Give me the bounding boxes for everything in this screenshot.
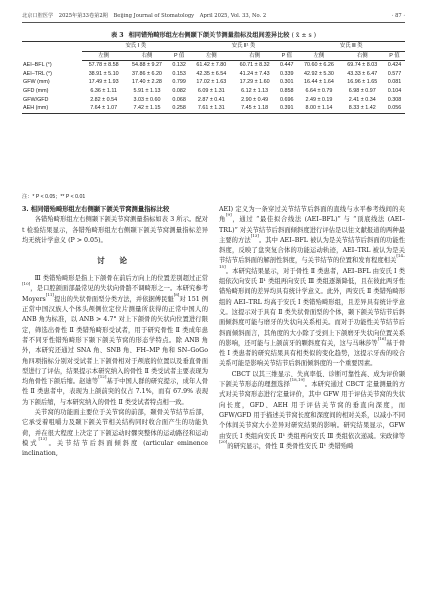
- discussion-heading: 讨 论: [97, 256, 133, 266]
- table-cell: 7.42 ± 1.15: [125, 104, 168, 113]
- table-cell: 42.92 ± 5.30: [303, 70, 334, 77]
- subheader-cell: P 值: [276, 51, 297, 61]
- left-column: [22, 205, 208, 460]
- table-cell: 6.36 ± 1.11: [90, 87, 117, 94]
- table-cell: 0.339: [280, 70, 294, 77]
- table-cell: 61.42 ± 7.80: [196, 62, 227, 69]
- table-row: [22, 87, 405, 96]
- citation: [14–15]: [219, 253, 405, 269]
- paragraph: 关节窝的功能面主要位于关节窝的前部，颞骨关节结节后部，它承受着咀嚼力及颞下颌关节相关结构同时收合面产生的功能负荷，并在很大程度上决定了下颌运动时髁突整体的运动路径和运动模式[13]。关节结节后斜面倾斜度 (articular eminence inclination,: [22, 409, 208, 458]
- journal-name-cn: 北京口腔医学: [22, 13, 54, 19]
- table-cell: 8.00 ± 1.14: [297, 104, 340, 113]
- issue-en: April 2025, Vol. 33, No. 2: [199, 13, 267, 19]
- subheader-cell: 左侧: [190, 51, 233, 61]
- table-cell: 0.577: [387, 70, 402, 77]
- row-label: AEH (mm): [22, 104, 82, 113]
- table-cell: 6.64 ± 0.79: [305, 87, 333, 94]
- subheader-cell: P 值: [384, 51, 405, 61]
- table-cell: 2.87 ± 0.41: [197, 96, 225, 103]
- citation: [12]: [98, 374, 107, 380]
- row-label: GFW/GFD: [23, 96, 49, 103]
- subheader-cell: 左侧: [82, 51, 125, 61]
- table-row: [22, 61, 405, 70]
- table-cell: 3.03 ± 0.60: [133, 96, 161, 103]
- table-cell: 0.391: [276, 104, 297, 113]
- table-note: 注：* P < 0.05；** P < 0.01: [22, 194, 86, 200]
- table-cell: 41.24 ± 7.43: [239, 70, 270, 77]
- table-cell: 0.153: [172, 70, 186, 77]
- row-label: GFW (mm): [23, 79, 50, 86]
- group-header-class3: 安氏 Ⅲ 类: [297, 42, 405, 52]
- citation: [10]: [22, 281, 31, 287]
- table-cell: 2.90 ± 0.49: [241, 96, 269, 103]
- table-cell: 38.91 ± 5.10: [88, 70, 119, 77]
- table-number: 表 3: [110, 32, 124, 39]
- table-unit: ( x̄ ± s ): [291, 32, 317, 39]
- table-cell: 69.74 ± 8.03: [347, 62, 378, 69]
- subheader-cell: 右侧: [341, 51, 384, 61]
- row-label: AEI–BFL (°): [23, 61, 52, 68]
- paragraph: CBCT 以其三维显示、失真率低、诊断可靠性高、成为评价颞下颌关节形态的理想选择[18,19]。本研究通过 CBCT 定量测量的方式对关节窝形态进行定量评价，其中 GFW 用于评估关节窝的失状向长度，GFD、AEH 用于评估关节窝的垂直向深度，而 GFW/GFD 用于描述关节窝长度和深度间的相对关系，以减小不同个体间关节窝大小差异对研究结果的影响。研究结果显示，GFW 由安氏 Ⅰ 类组向安氏 Ⅱ¹ 类组再向安氏 Ⅲ 类组依次递减。宋政律等[20]的研究显示，骨性 Ⅱ 类骨性安氏 Ⅱ¹ 类错殆畸: [219, 370, 405, 450]
- table-title: 相同错殆畸形组左右侧颞下颌关节测量指标及组间差异比较: [128, 32, 290, 39]
- table-cell: 0.696: [280, 96, 294, 103]
- issue-cn: 2025年第33卷第2期: [58, 13, 108, 19]
- row-label: GFD (mm): [23, 87, 49, 94]
- citation: [20]: [219, 438, 228, 444]
- table-cell: 0.132: [172, 62, 186, 69]
- table-cell: 0.424: [387, 62, 402, 69]
- table-cell: 0.799: [172, 79, 186, 86]
- table-cell: 0.081: [387, 79, 402, 86]
- table-cell: 0.258: [169, 104, 190, 113]
- subheader-cell: P 值: [169, 51, 190, 61]
- table-cell: 16.44 ± 1.64: [303, 79, 334, 86]
- table-cell: 43.33 ± 6.47: [347, 70, 378, 77]
- table-cell: 8.33 ± 1.42: [341, 104, 384, 113]
- journal-name-en: Beijing Journal of Stomatology: [113, 13, 195, 19]
- table-cell: 2.49 ± 0.19: [305, 96, 333, 103]
- group-header-class1: 安氏 Ⅰ 类: [82, 42, 190, 52]
- paragraph: Ⅲ 类错殆畸形是指上下颌骨在前后方向上的位置差别超过正常[10]，是口腔颌面部最常见的失状向骨骼不调畸形之一。本研究参考 Moyers[11]提出的失状骨面型分类方法，并依据傅民魁[8]对 151 例正常中国汉族人个体头颅侧位定位片测量所获得的正常中国人的 ANB 角为标准，以 ANB > 4.7° 对上下颌骨的矢状向位置进行限定，筛选出骨性 Ⅱ 类错殆畸形受试者，用于研究骨性 Ⅱ 类成年患者不同牙性错殆畸形下颞下颌关节窝的形态学特点。除 ANB 角外，本研究还通过 SNA 角、SNB 角、FH–MP 角和 SN–GoGo 角四项指标分别对受试者上下颌骨相对于颅底的位置以及垂直骨面型进行了评估，结果提示本研究纳入的骨性 Ⅱ 类受试者主要表现为均角骨性下颌后缩。赵迪等[12]基于中国人群的研究提示，成年人骨性 Ⅱ 类患者中，表现为上颌前突的仅占 7.1%，而有 67.9% 表现为下颌后缩，与本研究纳入的骨性 Ⅱ 类受试者特点相一致。: [22, 275, 209, 406]
- table-cell: 7.64 ± 1.07: [82, 104, 125, 113]
- table-cell: 2.41 ± 0.34: [348, 96, 376, 103]
- table-cell: 2.82 ± 0.54: [90, 96, 118, 103]
- table-corner-cell: [22, 42, 82, 61]
- table-cell: 0.301: [280, 79, 294, 86]
- group-header-class2: 安氏 Ⅱ¹ 类: [190, 42, 298, 52]
- citation: [9]: [226, 212, 232, 218]
- citation: [13]: [250, 232, 259, 238]
- table-cell: 0.308: [387, 96, 402, 103]
- citation: [18,19]: [290, 377, 305, 383]
- page-number: · 87 ·: [391, 13, 405, 19]
- table-row: [22, 78, 405, 87]
- header-rule: [22, 22, 405, 23]
- table-cell: 0.068: [172, 96, 186, 103]
- table-cell: 0.447: [280, 62, 294, 69]
- row-label: AEI–TRL (°): [23, 70, 52, 77]
- table-caption: [0, 30, 427, 39]
- table-cell: 6.12 ± 1.13: [241, 87, 269, 94]
- table-cell: 37.86 ± 6.20: [132, 70, 162, 77]
- table-cell: 16.96 ± 1.65: [347, 79, 378, 86]
- table-cell: 6.09 ± 1.31: [197, 87, 225, 94]
- citation: [13]: [38, 435, 47, 441]
- header-left: [22, 13, 270, 20]
- running-header: [22, 13, 405, 20]
- table-cell: 6.98 ± 0.97: [348, 87, 376, 94]
- table-cell: 0.082: [172, 87, 186, 94]
- table-cell: 17.02 ± 1.63: [196, 79, 227, 86]
- table-row: [22, 104, 405, 113]
- paragraph: 各错殆畸形组左右侧颞下颌关节窝测量指标如表 3 所示。配对 t 检验结果显示，各错殆畸形组左右侧颞下颌关节窝测量指标差异均无统计学意义 (P > 0.05)。: [22, 216, 208, 244]
- paragraph: AEI) 定义为一条穿过关节结节后斜面的直线与水平参考线间的夹角[9]，通过 “最佳拟合线法 (AEI–BFL)” 与 “顶底线法 (AEI–TRL)” 对关节结节后斜面倾斜度进行评估是以往文献报道的两种最主要的方法[13]。其中 AEI–BFL 被认为是关节结节后斜面的功能性斜度，反映了盘突复合体的功能运动轨迹，AEI–TRL 被认为是关节结节后斜面的解剖性斜度，与关节结节的位置和发育程度相关[14–15]。本研究结果显示，对于骨性 Ⅱ 类患者，AEI–BFL 由安氏 Ⅰ 类组依次向安氏 Ⅱ¹ 类组再向安氏 Ⅲ 类组逐渐降低，且在彼此两牙性错殆畸形间的差异均具有统计学意义。此外，两安氏 Ⅱ 类错殆畸形组的 AEI–TRL 均高于安氏 Ⅰ 类错殆畸形组，且差异具有统计学意义。这提示对于具有 Ⅱ 类失状骨面型的个体，颞下颌关节结节后斜面倾斜度可能与磨牙的失状向关系相关。而对于功能性关节结节后斜面倾斜面言，其角度的大小除了受到上下颌磨牙失状向位置关系的影响，还可能与上颌前牙的颗斜度有关，这与马琳莎等[16]基于骨性 Ⅰ 类患者的研究结果具有相类似的变化趋势，这提示牙齿的咬合关系可能是影响关节结节后斜面倾斜度的一个重要因素。: [219, 206, 406, 368]
- subheader-cell: 左侧: [297, 51, 340, 61]
- table-cell: 17.29 ± 1.60: [239, 79, 270, 86]
- table-row: [22, 70, 405, 79]
- section-heading: 3. 相同错殆畸形组左右侧颞下颌关节窝测量指标比较: [22, 206, 170, 213]
- right-column: [219, 205, 405, 452]
- subheader-cell: 右侧: [233, 51, 276, 61]
- table-cell: 5.91 ± 1.13: [133, 87, 161, 94]
- table-cell: 42.35 ± 6.54: [196, 70, 227, 77]
- measurement-table: [22, 41, 405, 114]
- table-cell: 0.858: [280, 87, 294, 94]
- table-cell: 17.40 ± 2.28: [132, 79, 162, 86]
- table-cell: 7.61 ± 1.31: [190, 104, 233, 113]
- table-cell: 57.78 ± 8.58: [88, 62, 119, 69]
- table-cell: 0.056: [384, 104, 405, 113]
- table-cell: 0.104: [387, 87, 402, 94]
- table-cell: 70.60 ± 6.26: [303, 62, 334, 69]
- citation: [8]: [173, 291, 180, 297]
- citation: [11]: [45, 291, 54, 297]
- table-group-header-row: [22, 42, 405, 52]
- table-cell: 17.49 ± 1.93: [88, 79, 119, 86]
- citation: [16]: [377, 335, 386, 341]
- table-cell: 54.88 ± 9.27: [132, 62, 162, 69]
- table-row: [22, 96, 405, 105]
- table-cell: 60.71 ± 8.32: [239, 62, 270, 69]
- table-cell: 7.45 ± 1.18: [233, 104, 276, 113]
- subheader-cell: 右侧: [125, 51, 168, 61]
